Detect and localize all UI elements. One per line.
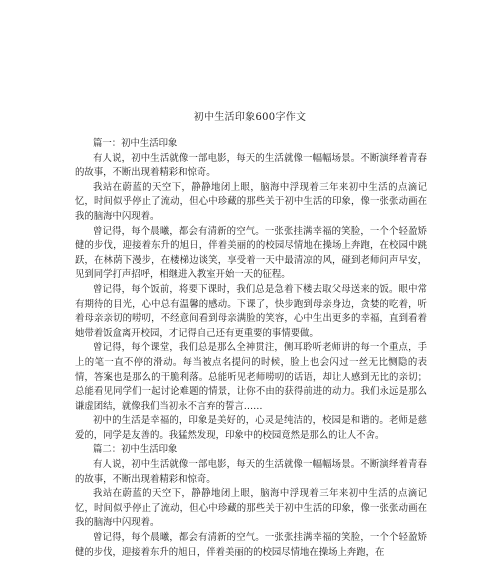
paragraph: 曾记得，每个晨曦，都会有清新的空气。一张张挂满幸福的笑脸，一个个轻盈矫健的步伐，迎接着东升的旭日，伴着美丽的的校园尽情地在操场上奔跑，在校园中跳跃，在林荫下漫步，在楼梯边谈笑，享受着一天中最清凉的风，碰到老师问声早安，见到同学打声招呼，相继进入教室开始一天的征程。	[75, 225, 427, 281]
paragraph: 我站在蔚蓝的天空下，静静地闭上眼，脑海中浮现着三年来初中生活的点滴记忆，时间似乎停止了流动，但心中珍藏的那些关于初中生活的印象，像一张张动画在我的脑海中闪现着。	[75, 488, 427, 529]
paragraph: 初中的生活是幸福的，印象是美好的，心灵是纯洁的，校园是和谐的。老师是慈爱的，同学是友善的。我猛然发现，印象中的校园竟然是那么的让人不舍。	[75, 415, 427, 441]
paragraph: 有人说，初中生活就像一部电影，每天的生活就像一幅幅场景。不断演绎着青春的故事，不断出现着精彩和惊奇。	[75, 459, 427, 485]
paragraph: 曾记得，每个晨曦，都会有清新的空气。一张张挂满幸福的笑脸，一个个轻盈矫健的步伐，迎接着东升的旭日，伴着美丽的的校园尽情地在操场上奔跑，在	[75, 532, 427, 558]
section-heading: 篇二：初中生活印象	[93, 444, 178, 456]
paragraph: 有人说，初中生活就像一部电影，每天的生活就像一幅幅场景。不断演绎着青春的故事，不断出现着精彩和惊奇。	[75, 152, 427, 179]
document-body	[75, 137, 427, 560]
section-heading: 篇一：初中生活印象	[93, 138, 178, 149]
paragraph: 曾记得，每个课堂，我们总是那么全神贯注，侧耳聆听老师讲的每一个重点，手上的笔一直不停的滑动。每当被点名提问的时候，脸上也会闪过一丝无比恻隐的表情，答案也是那么的干脆利落。总能听见老师唠叨的话语，却让人感到无比的亲切；总能看见同学们一起讨论难题的情景，让你不由的获得前进的动力。我们永远是那么谦虚团结，就像我们当初永不言弃的誓言……	[75, 342, 427, 412]
paragraph: 曾记得，每个饭前，将要下课时，我们总是急着下楼去取父母送来的饭。眼中常有期待的目光，心中总有温馨的感动。下课了，快步跑到母亲身边，贪婪的吃着，听着母亲亲切的唠叨，不经意间看到母亲满脸的笑容，心中生出更多的幸福，直到看着她带着饭盒离开校园，才记得自己还有更重要的事情要做。	[75, 283, 427, 339]
paragraph: 我站在蔚蓝的天空下，静静地闭上眼，脑海中浮现着三年来初中生活的点滴记忆，时间似乎停止了流动，但心中珍藏的那些关于初中生活的印象，像一张张动画在我的脑海中闪现着。	[75, 181, 427, 222]
document-title: 初中生活印象600字作文	[193, 112, 307, 123]
